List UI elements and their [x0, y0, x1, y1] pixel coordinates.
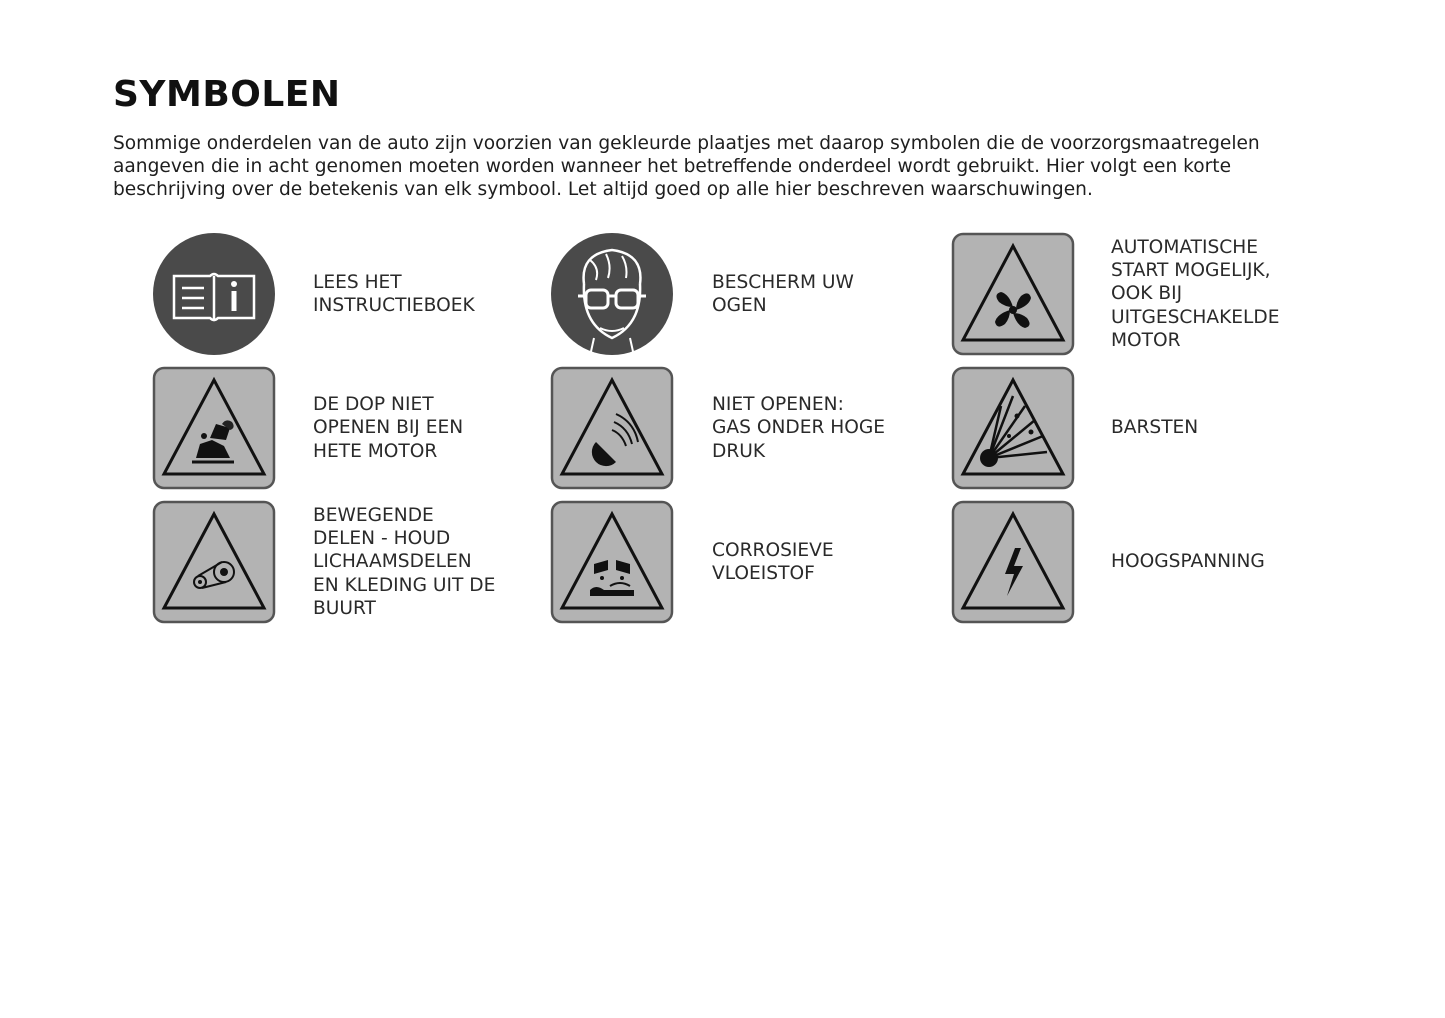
symbol-label: BEWEGENDE DELEN - HOUD LICHAAMSDELEN EN KLEDING UIT DE BUURT: [313, 504, 496, 619]
pressurized-gas-icon: [550, 366, 674, 490]
high-voltage-icon: [951, 500, 1075, 624]
symbol-item-eye-protection: [550, 232, 950, 356]
symbol-label: NIET OPENEN: GAS ONDER HOGE DRUK: [712, 394, 886, 462]
symbol-item-explosion: [951, 366, 1351, 490]
symbol-label: HOOGSPANNING: [1111, 551, 1265, 573]
moving-parts-icon: [152, 500, 276, 624]
symbol-item-high-voltage: [951, 500, 1351, 624]
symbol-item-automatic-start: [951, 232, 1351, 356]
automatic-start-fan-icon: [951, 232, 1075, 356]
corrosive-liquid-icon: [550, 500, 674, 624]
symbol-label: DE DOP NIET OPENEN BIJ EEN HETE MOTOR: [313, 394, 464, 462]
instruction-book-icon: [152, 232, 276, 356]
symbol-label: BARSTEN: [1111, 417, 1199, 439]
symbol-label: CORROSIEVE VLOEISTOF: [712, 539, 834, 584]
symbol-item-corrosive: [550, 500, 950, 624]
eye-protection-icon: [550, 232, 674, 356]
symbol-item-moving-parts: [152, 500, 552, 624]
explosion-icon: [951, 366, 1075, 490]
symbol-item-instruction-book: [152, 232, 552, 356]
intro-paragraph: Sommige onderdelen van de auto zijn voorzien van gekleurde plaatjes met daarop symbolen die de voorzorgsmaatregelen aangeven die in acht genomen moeten worden wanneer het betreffende onderdeel wordt gebruikt. Hier volgt een korte beschrijving over de betekenis van elk symbool. Let altijd goed op alle hier beschreven waarschuwingen.: [113, 133, 1260, 200]
symbol-item-pressurized-gas: [550, 366, 950, 490]
symbol-item-hot-cap: [152, 366, 552, 490]
symbol-label: BESCHERM UW OGEN: [712, 271, 854, 316]
symbol-label: LEES HET INSTRUCTIEBOEK: [313, 271, 475, 316]
hot-cap-icon: [152, 366, 276, 490]
page-title: SYMBOLEN: [113, 74, 341, 115]
symbol-label: AUTOMATISCHE START MOGELIJK, OOK BIJ UITGESCHAKELDE MOTOR: [1111, 236, 1280, 351]
